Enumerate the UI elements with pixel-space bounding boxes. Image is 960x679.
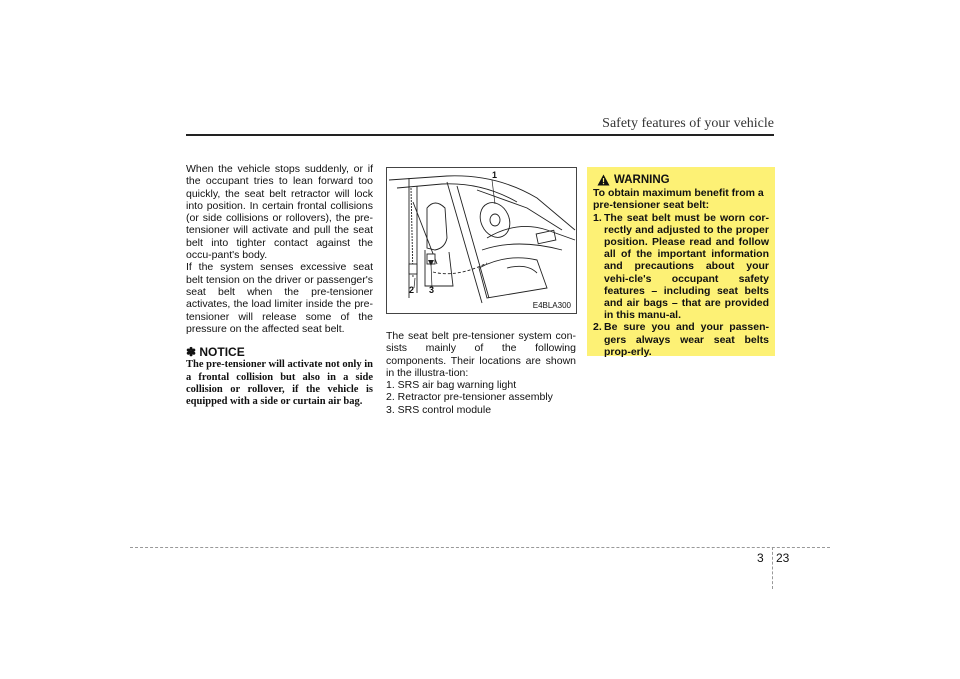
middle-column (386, 330, 576, 416)
car-interior-drawing (387, 168, 577, 314)
warning-intro: To obtain maximum benefit from a pre-tensioner seat belt: (593, 187, 764, 212)
notice-heading: ✽ NOTICE (186, 345, 245, 360)
warning-heading (597, 174, 769, 186)
paragraph-retractor: When the vehicle stops suddenly, or if the occupant tries to lean forward too quickly, the seat belt retractor will lock into position. In certain frontal collisions (or side collisions or rollovers), the pre-tensioner will activate and pull the seat belt into tighter contact against the occu-pant's body. (186, 163, 373, 262)
components-intro: The seat belt pre-tensioner system con-sists mainly of the following components. Their locations are shown in the illustra-tion: (386, 330, 576, 379)
warning-item-number: 1. (593, 211, 602, 224)
footer-divider (772, 547, 773, 589)
components-list (386, 379, 576, 416)
list-item: 1. SRS air bag warning light (386, 379, 517, 392)
list-item: 3. SRS control module (386, 403, 492, 416)
warning-item (593, 212, 769, 322)
page-header-title: Safety features of your vehicle (602, 116, 774, 131)
pretensioner-illustration (386, 167, 577, 314)
notice-body: The pre-tensioner will activate not only in a frontal collision but also in a side collision or rollover, if the vehicle is equipped with a side or curtain air bag. (186, 359, 373, 408)
callout-3: 3 (429, 285, 435, 295)
warning-title: WARNING (614, 174, 670, 186)
paragraph-load-limiter: If the system senses excessive seat belt tension on the driver or passenger's seat belt when the pre-tensioner activates, the load limiter inside the pre-tensioner will release some of the pressure on the affected seat belt. (186, 261, 373, 335)
figure-code: E4BLA300 (532, 301, 571, 310)
header-rule (186, 134, 774, 136)
list-item: 2. Retractor pre-tensioner assembly (386, 391, 553, 404)
chapter-number: 3 (757, 551, 764, 565)
warning-triangle-icon (597, 174, 610, 186)
page-number: 23 (776, 551, 790, 565)
callout-1: 1 (492, 170, 498, 180)
warning-item-number: 2. (593, 321, 602, 334)
callout-2: 2 (409, 285, 415, 295)
left-column (186, 163, 373, 409)
warning-item (593, 321, 769, 358)
footer-rule (130, 547, 830, 548)
warning-item-text: Be sure you and your passen-gers always wear seat belts prop-erly. (604, 321, 769, 358)
warning-box (587, 167, 775, 356)
warning-item-text: The seat belt must be worn cor-rectly and adjusted to the proper position. Please read and follow all of the important information and precautions about your vehi-cle's occupant safety features – including seat belts and air bags – that are provided in this manu-al. (604, 211, 769, 322)
